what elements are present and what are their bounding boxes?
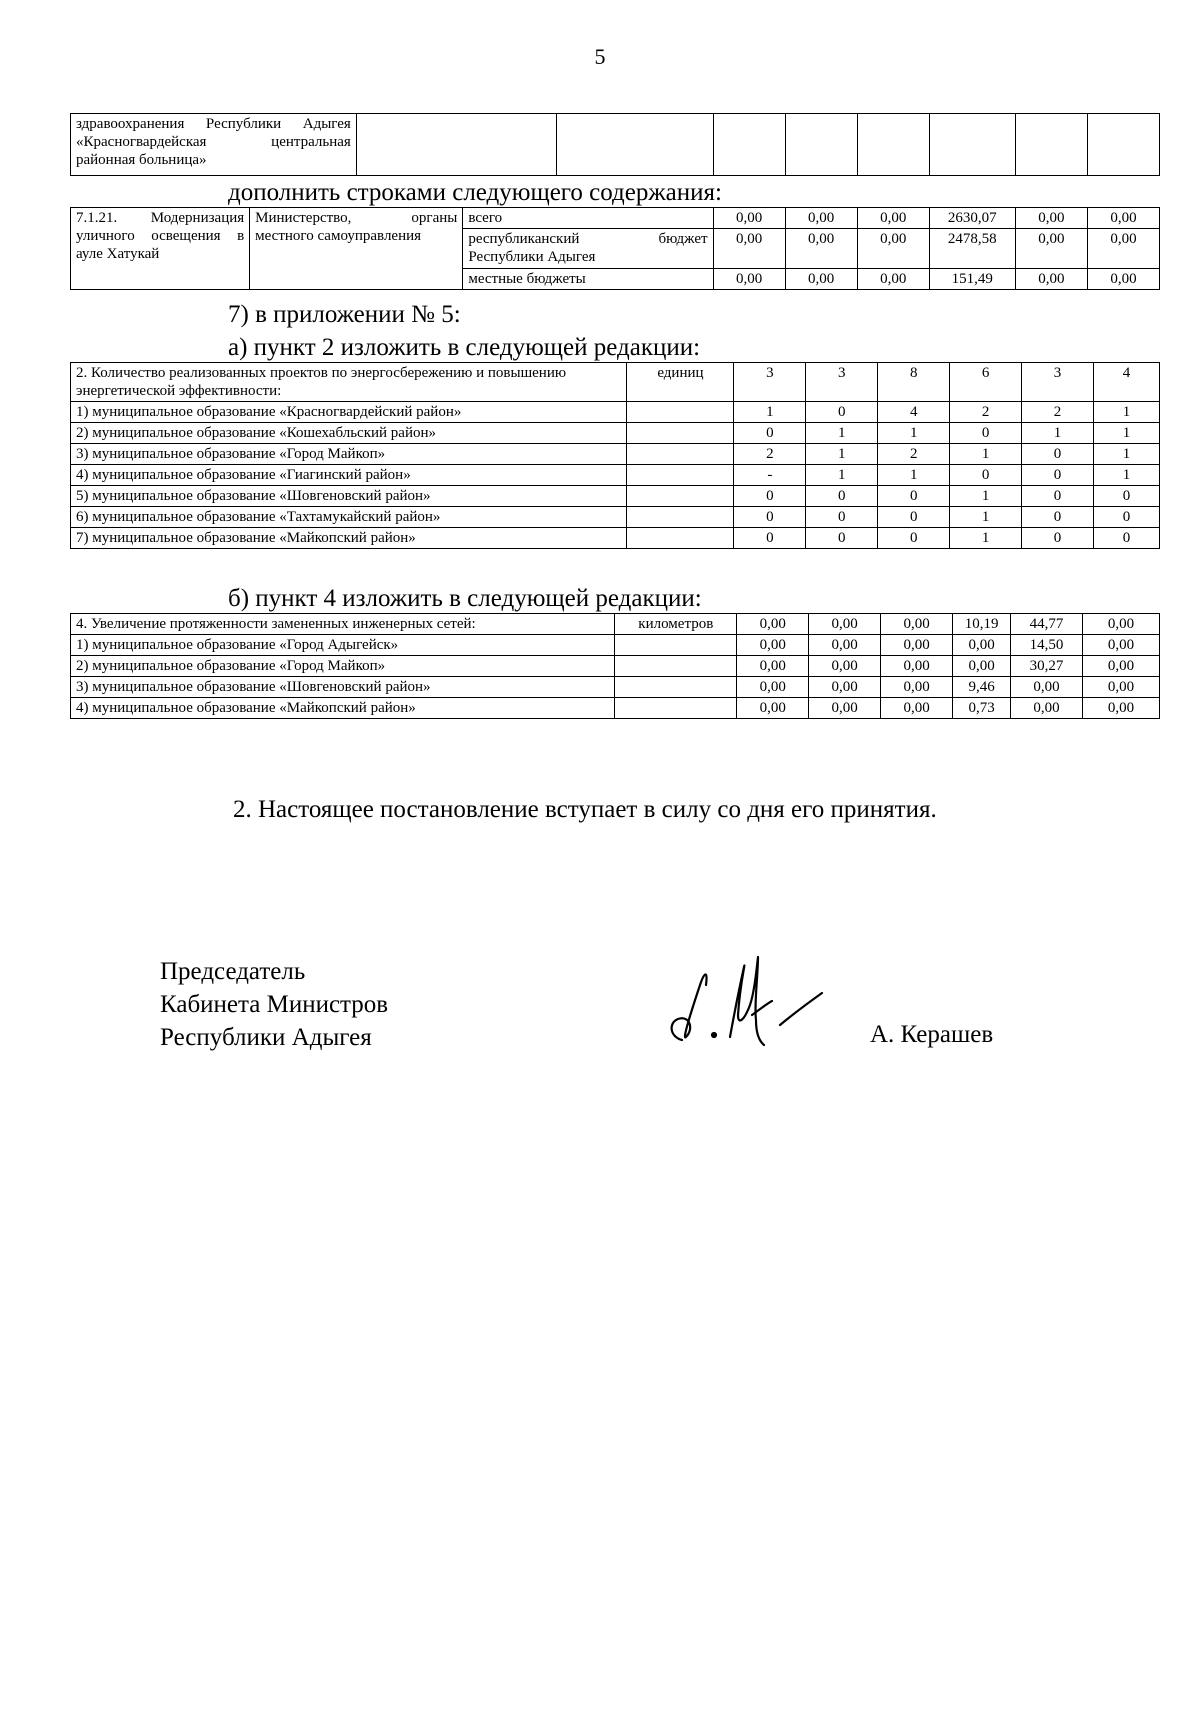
top-table-text: здравоохранения Республики Адыгея «Красногвардейская центральная районная больница»: [71, 114, 357, 176]
municipality-name: 1) муниципальное образование «Город Адыгейск»: [71, 635, 615, 656]
value-cell: 151,49: [929, 269, 1015, 290]
table-row: [71, 528, 1160, 549]
measure-name: 7.1.21. Модернизация уличного освещения в ауле Хатукай: [71, 208, 250, 290]
table-row: [71, 507, 1160, 528]
value-cell: 2: [734, 444, 806, 465]
value-cell: 2: [1022, 402, 1094, 423]
heading-add-rows: дополнить строками следующего содержания:: [228, 179, 722, 206]
value-cell: 0: [806, 507, 878, 528]
total-cell: 0,00: [737, 614, 809, 635]
value-cell: 0: [878, 528, 950, 549]
value-cell: 1: [878, 465, 950, 486]
value-cell: 0,00: [809, 698, 881, 719]
value-cell: 0: [1022, 528, 1094, 549]
value-cell: 0: [734, 528, 806, 549]
value-cell: 1: [734, 402, 806, 423]
value-cell: 0: [734, 507, 806, 528]
value-cell: 0: [1022, 486, 1094, 507]
unit-cell: [627, 402, 734, 423]
unit-cell: километров: [615, 614, 737, 635]
municipality-name: 4) муниципальное образование «Гиагинский район»: [71, 465, 627, 486]
table-point-2: [70, 362, 1160, 549]
value-cell: 0,00: [1087, 269, 1159, 290]
value-cell: 0,00: [857, 208, 929, 229]
unit-cell: [627, 528, 734, 549]
value-cell: 0,00: [1011, 698, 1083, 719]
table-row: [71, 465, 1160, 486]
unit-cell: [615, 656, 737, 677]
page-number: 5: [594, 44, 606, 69]
unit-cell: [627, 465, 734, 486]
table-row: [71, 698, 1160, 719]
table-row: [71, 635, 1160, 656]
signer-name: А. Керашев: [870, 1021, 994, 1048]
source-local: местные бюджеты: [463, 269, 713, 290]
table-7-1-21: [70, 207, 1160, 290]
top-table-fragment: [70, 113, 1160, 176]
value-cell: 0: [950, 423, 1022, 444]
value-cell: -: [734, 465, 806, 486]
value-cell: 0,00: [713, 208, 785, 229]
value-cell: 0,00: [713, 269, 785, 290]
unit-cell: [627, 486, 734, 507]
unit-cell: [627, 507, 734, 528]
value-cell: 0,00: [737, 656, 809, 677]
value-cell: 0: [1022, 507, 1094, 528]
value-cell: 0,00: [953, 656, 1011, 677]
total-cell: 3: [734, 363, 806, 402]
total-cell: 3: [806, 363, 878, 402]
value-cell: 0: [734, 423, 806, 444]
value-cell: 1: [878, 423, 950, 444]
signer-title: [160, 955, 388, 1054]
value-cell: 0,00: [857, 229, 929, 269]
value-cell: 0,00: [737, 635, 809, 656]
total-cell: 10,19: [953, 614, 1011, 635]
table-row: [71, 402, 1160, 423]
unit-cell: [615, 698, 737, 719]
value-cell: 1: [1094, 465, 1160, 486]
municipality-name: 3) муниципальное образование «Город Майкоп»: [71, 444, 627, 465]
source-republic: республиканский бюджет Республики Адыгея: [463, 229, 713, 269]
value-cell: 0: [878, 507, 950, 528]
value-cell: 0,00: [809, 656, 881, 677]
value-cell: 0,00: [809, 635, 881, 656]
heading-point-2: а) пункт 2 изложить в следующей редакции:: [228, 334, 701, 361]
value-cell: 0: [1022, 444, 1094, 465]
value-cell: 0,00: [881, 656, 953, 677]
value-cell: 0: [1094, 507, 1160, 528]
value-cell: 0: [1094, 486, 1160, 507]
indicator-title: 4. Увеличение протяженности замененных инженерных сетей:: [71, 614, 615, 635]
value-cell: 2: [878, 444, 950, 465]
value-cell: 2: [950, 402, 1022, 423]
value-cell: 0,00: [881, 635, 953, 656]
handwritten-signature: [660, 945, 840, 1055]
value-cell: 30,27: [1011, 656, 1083, 677]
value-cell: 1: [950, 444, 1022, 465]
value-cell: 0,00: [737, 698, 809, 719]
value-cell: 0: [806, 402, 878, 423]
value-cell: 1: [950, 528, 1022, 549]
value-cell: 0,00: [785, 229, 857, 269]
value-cell: 1: [950, 507, 1022, 528]
value-cell: 0,00: [953, 635, 1011, 656]
value-cell: 0: [1022, 465, 1094, 486]
value-cell: 0,00: [1087, 208, 1159, 229]
value-cell: 1: [806, 423, 878, 444]
municipality-name: 3) муниципальное образование «Шовгеновский район»: [71, 677, 615, 698]
heading-appendix: 7) в приложении № 5:: [228, 301, 461, 328]
table-row: [71, 423, 1160, 444]
value-cell: 2630,07: [929, 208, 1015, 229]
unit-cell: [615, 635, 737, 656]
value-cell: 0,00: [1087, 229, 1159, 269]
table-point-4: [70, 613, 1160, 719]
value-cell: 0,00: [713, 229, 785, 269]
value-cell: 1: [1094, 423, 1160, 444]
value-cell: 0,00: [785, 269, 857, 290]
total-cell: 0,00: [809, 614, 881, 635]
table-row: [71, 444, 1160, 465]
unit-cell: [627, 423, 734, 444]
municipality-name: 5) муниципальное образование «Шовгеновский район»: [71, 486, 627, 507]
unit-cell: [627, 444, 734, 465]
value-cell: 4: [878, 402, 950, 423]
value-cell: 0,00: [785, 208, 857, 229]
total-cell: 8: [878, 363, 950, 402]
value-cell: 0: [950, 465, 1022, 486]
value-cell: 0: [734, 486, 806, 507]
source-total: всего: [463, 208, 713, 229]
value-cell: 1: [1094, 444, 1160, 465]
total-cell: 6: [950, 363, 1022, 402]
value-cell: 0,00: [1015, 208, 1087, 229]
value-cell: 2478,58: [929, 229, 1015, 269]
value-cell: 0,00: [1083, 656, 1160, 677]
heading-point-4: б) пункт 4 изложить в следующей редакции:: [228, 585, 702, 612]
value-cell: 0,00: [1015, 269, 1087, 290]
municipality-name: 6) муниципальное образование «Тахтамукайский район»: [71, 507, 627, 528]
value-cell: 14,50: [1011, 635, 1083, 656]
table-row: [71, 656, 1160, 677]
indicator-title: 2. Количество реализованных проектов по энергосбережению и повышению энергетической эффективности:: [71, 363, 627, 402]
value-cell: 1: [806, 465, 878, 486]
total-cell: 44,77: [1011, 614, 1083, 635]
municipality-name: 2) муниципальное образование «Город Майкоп»: [71, 656, 615, 677]
value-cell: 0,00: [1015, 229, 1087, 269]
value-cell: 1: [1094, 402, 1160, 423]
value-cell: 9,46: [953, 677, 1011, 698]
value-cell: 0,00: [881, 677, 953, 698]
signer-line-1: Председатель: [160, 958, 306, 985]
municipality-name: 1) муниципальное образование «Красногвардейский район»: [71, 402, 627, 423]
value-cell: 0: [806, 528, 878, 549]
paragraph-2: 2. Настоящее постановление вступает в силу со дня его принятия.: [233, 796, 937, 823]
value-cell: 1: [1022, 423, 1094, 444]
value-cell: 0,00: [1083, 677, 1160, 698]
value-cell: 0,00: [881, 698, 953, 719]
value-cell: 0: [1094, 528, 1160, 549]
value-cell: 0,00: [1011, 677, 1083, 698]
value-cell: 0,00: [1083, 698, 1160, 719]
table-row: [71, 677, 1160, 698]
table-row: [71, 486, 1160, 507]
total-cell: 3: [1022, 363, 1094, 402]
value-cell: 0: [878, 486, 950, 507]
value-cell: 1: [806, 444, 878, 465]
total-cell: 0,00: [1083, 614, 1160, 635]
municipality-name: 2) муниципальное образование «Кошехабльский район»: [71, 423, 627, 444]
signer-line-3: Республики Адыгея: [160, 1024, 372, 1051]
unit-cell: единиц: [627, 363, 734, 402]
value-cell: 0,00: [1083, 635, 1160, 656]
value-cell: 0,00: [857, 269, 929, 290]
value-cell: 0,00: [809, 677, 881, 698]
value-cell: 1: [950, 486, 1022, 507]
value-cell: 0: [806, 486, 878, 507]
value-cell: 0,00: [737, 677, 809, 698]
value-cell: 0,73: [953, 698, 1011, 719]
unit-cell: [615, 677, 737, 698]
municipality-name: 4) муниципальное образование «Майкопский район»: [71, 698, 615, 719]
measure-executor: Министерство, органы местного самоуправления: [250, 208, 463, 290]
total-cell: 4: [1094, 363, 1160, 402]
signer-line-2: Кабинета Министров: [160, 991, 389, 1018]
total-cell: 0,00: [881, 614, 953, 635]
municipality-name: 7) муниципальное образование «Майкопский район»: [71, 528, 627, 549]
